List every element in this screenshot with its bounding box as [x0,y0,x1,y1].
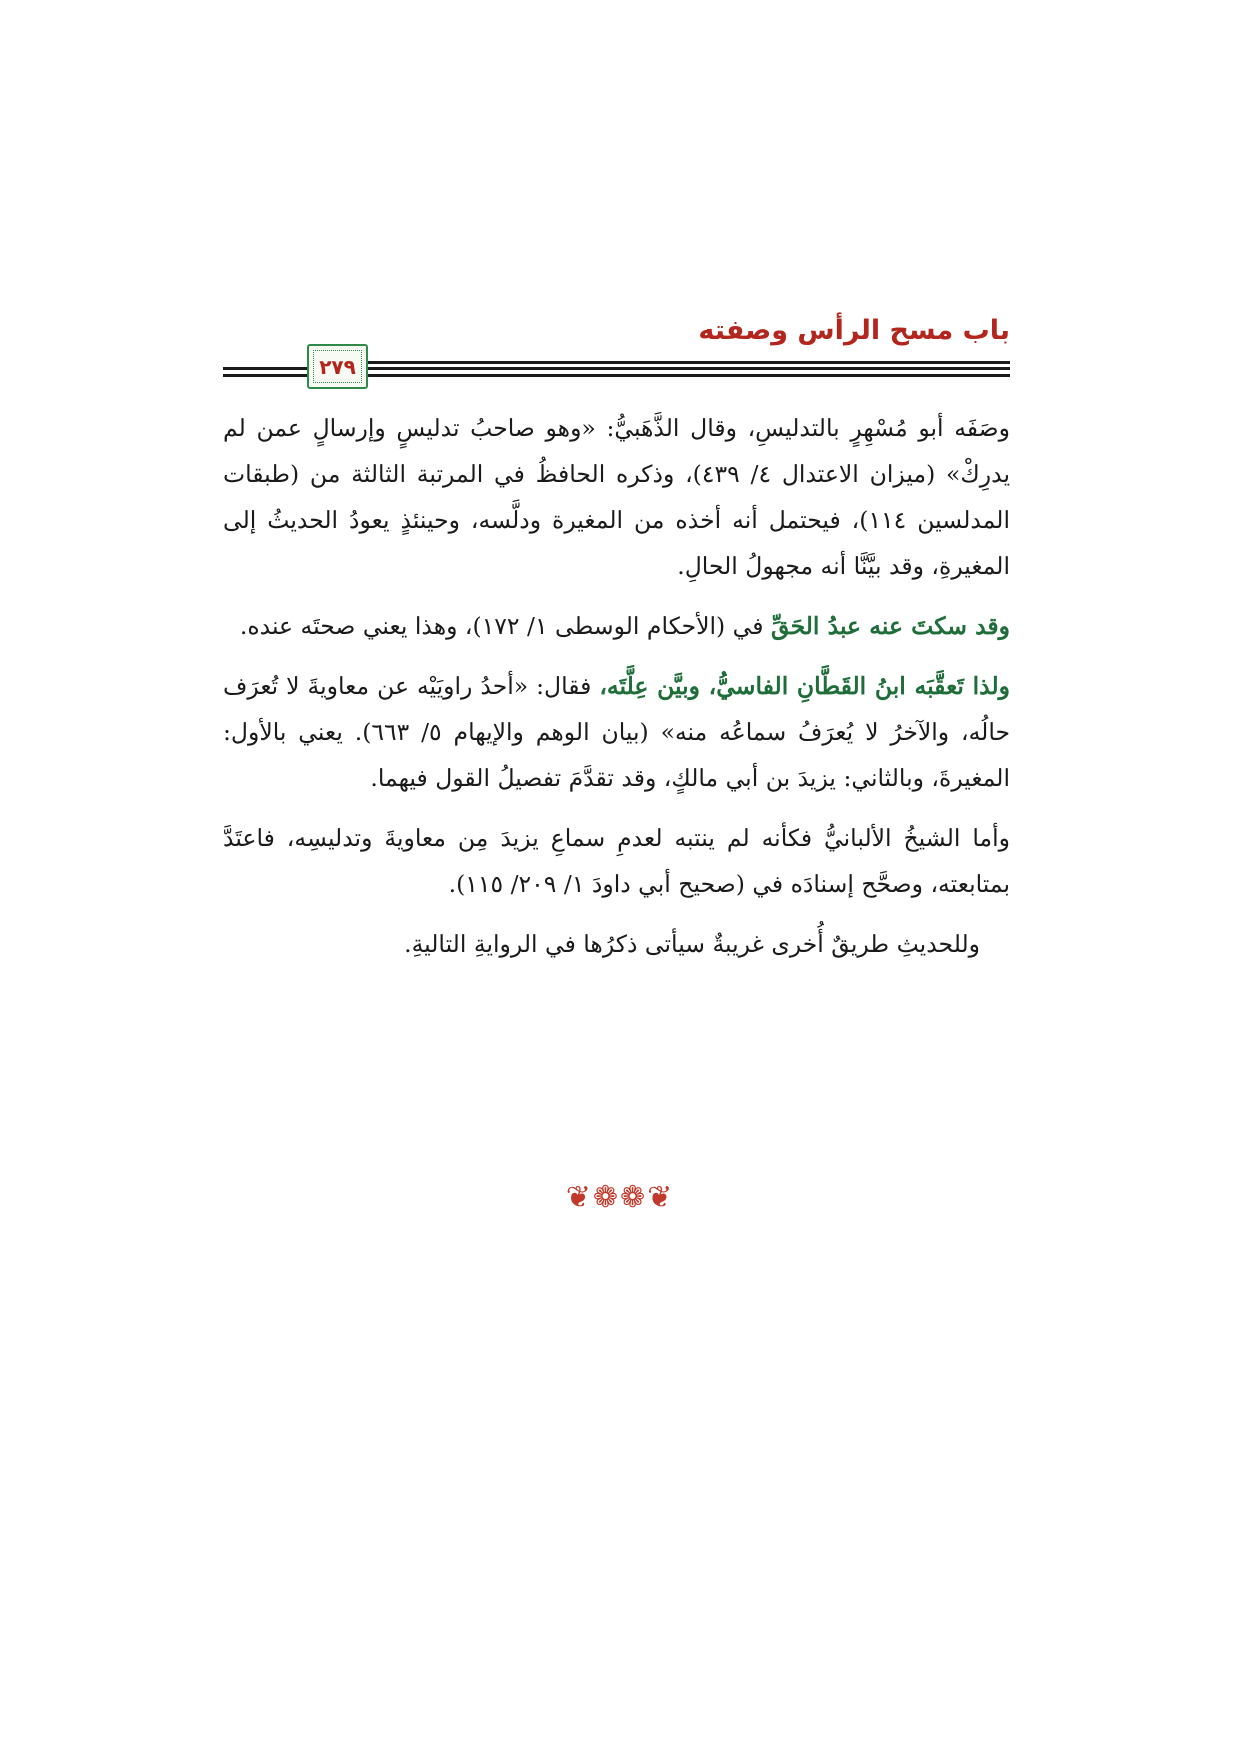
header-rule [223,367,307,370]
paragraph-text: وصَفَه أبو مُسْهِرٍ بالتدليسِ، وقال الذَّهَبيُّ: «وهو صاحبُ تدليسٍ وإرسالٍ عمن لم يدرِكْ» (ميزان الاعتدال ٤/ ٤٣٩)، وذكره الحافظُ في المرتبة الثالثة من (طبقات المدلسين ١١٤)، فيحتمل أنه أخذه من المغيرة ودلَّسه، وحينئذٍ يعودُ الحديثُ إلى المغيرةِ، وقد بيَّنَّا أنه مجهولُ الحالِ. [223,414,1010,580]
header-rule [223,374,307,377]
paragraph-text: وللحديثِ طريقٌ أُخرى غريبةٌ سيأتى ذكرُها في الروايةِ التاليةِ. [404,930,980,958]
highlighted-phrase: ولذا تَعقَّبَه ابنُ القَطَّانِ الفاسيُّ، وبيَّن عِلَّتَه، [599,672,1010,700]
header-rule [368,361,1010,364]
page-number-badge [307,344,368,389]
paragraph-text: في (الأحكام الوسطى ١/ ١٧٢)، وهذا يعني صحتَه عنده. [239,612,771,640]
chapter-title: باب مسح الرأس وصفته [698,315,1010,346]
paragraph [223,405,1010,589]
section-end-ornament-icon: ❦❁❁❦ [565,1180,675,1215]
paragraph-text: فقال: «أحدُ راويَيْه عن معاويةَ لا تُعرَف حالُه، والآخرُ لا يُعرَفُ سماعُه منه» (بيان الوهم والإيهام ٥/ ٦٦٣). يعني بالأول: المغيرةَ، وبالثاني: يزيدَ بن أبي مالكٍ، وقد تقدَّمَ تفصيلُ القول فيهما. [223,672,1011,792]
paragraph [223,663,1010,801]
paragraph [223,603,1010,649]
header-rule [368,374,1010,377]
paragraph [223,921,1010,967]
paragraph [223,815,1010,907]
highlighted-phrase: وقد سكتَ عنه عبدُ الحَقِّ [770,612,1010,640]
paragraph-text: وأما الشيخُ الألبانيُّ فكأنه لم ينتبه لعدمِ سماعِ يزيدَ مِن معاويةَ وتدليسِه، فاعتَدَّ بمتابعته، وصحَّح إسنادَه في (صحيح أبي داودَ ١/ ٢٠٩/ ١١٥). [223,824,1010,898]
page-number: ٢٧٩ [319,354,356,379]
header-rule [368,367,1010,370]
page-body [223,405,1010,981]
